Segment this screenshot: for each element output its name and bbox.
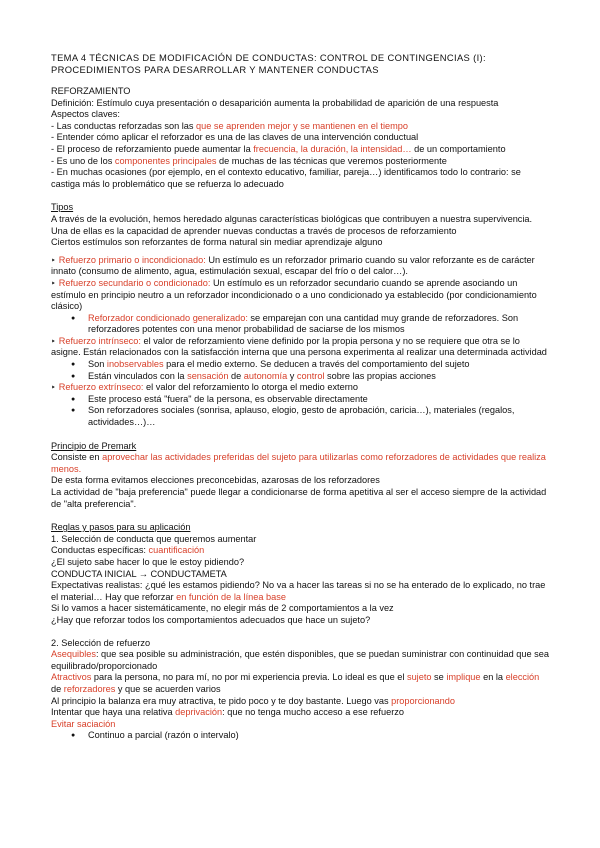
type-item-extrinsic: [51, 382, 551, 394]
highlight: frecuencia, la duración, la intensidad…: [253, 143, 412, 154]
section-heading: Tipos: [51, 202, 74, 213]
text: - El proceso de reforzamiento puede aumentar la: [51, 143, 254, 154]
definition: [51, 98, 551, 110]
highlight: deprivación: [175, 707, 223, 718]
text: de: [228, 370, 244, 381]
aspects-heading: Aspectos claves:: [51, 109, 120, 120]
text: Son: [88, 359, 107, 370]
highlight: en función de la línea base: [176, 591, 286, 602]
paragraph: CONDUCTA INICIAL → CONDUCTAMETA: [51, 568, 227, 579]
paragraph: ¿El sujeto sabe hacer lo que le estoy pidiendo?: [51, 556, 245, 567]
highlight: que se aprenden mejor y se mantienen en el tiempo: [196, 120, 409, 131]
text: el valor del reforzamiento lo otorga el medio externo: [143, 382, 358, 393]
paragraph: Si lo vamos a hacer sistemáticamente, no elegir más de 2 comportamientos a la vez: [51, 603, 394, 614]
paragraph: Evitar saciación: [51, 718, 116, 729]
type-item-intrinsic: [51, 336, 551, 359]
highlight: aprovechar las actividades preferidas del sujeto para utilizarlas como reforzadores de actividades que realiza menos.: [51, 452, 546, 474]
text: Al principio la balanza era muy atractiva, te pido poco y te doy bastante. Luego vas: [51, 695, 392, 706]
highlight: componentes principales: [114, 155, 217, 166]
text: de muchas de las técnicas que veremos posteriormente: [216, 155, 447, 166]
highlight: sujeto: [406, 672, 432, 683]
paragraph: La actividad de "baja preferencia" puede llegar a condicionarse de forma apetitiva al ser el acceso siempre de la actividad de "alta preferencia".: [51, 487, 547, 509]
text: se emparejan con una cantidad muy grande de reforzadores. Son reforzadores potentes con una menor probabilidad de saciarse de los mismos: [88, 312, 519, 335]
highlight: autonomía: [243, 370, 288, 381]
paragraph: [51, 580, 551, 603]
highlight: Reforzador condicionado generalizado:: [88, 312, 248, 323]
text: de un comportamiento: [411, 143, 506, 154]
text: en la: [480, 672, 506, 683]
aspect-2: - Entender cómo aplicar el reforzador es una de las claves de una intervención conductual: [51, 132, 419, 143]
section-reforzamiento: [51, 86, 551, 190]
highlight: Refuerzo intrínseco:: [58, 335, 141, 346]
section-tipos: [51, 202, 551, 428]
aspect-4: [51, 156, 551, 168]
text: - Es uno de los: [51, 155, 115, 166]
section-heading: Reglas y pasos para su aplicación: [51, 522, 191, 533]
paragraph: ¿Hay que reforzar todos los comportamientos adecuados que hace un sujeto?: [51, 614, 371, 625]
definition-text: Estímulo cuya presentación o desaparición aumenta la probabilidad de aparición de una respuesta: [93, 97, 499, 108]
highlight: Asequibles: [51, 649, 96, 660]
aspect-5: - En muchas ocasiones (por ejemplo, en el contexto educativo, familiar, pareja…) identificamos todo lo contrario: se castiga más lo problemático que se refuerza lo adecuado: [51, 167, 521, 189]
step-title: 1. Selección de conducta que queremos aumentar: [51, 533, 257, 544]
text: el valor de reforzamiento viene definido por la propia persona y no se requiere que otra se lo asigne. Están relacionados con la satisfacción interna que una persona experimenta al realizar una determinada actividad: [51, 335, 547, 358]
text: Conductas específicas:: [51, 545, 149, 556]
highlight: inobservables: [106, 359, 164, 370]
highlight: Atractivos: [51, 672, 92, 683]
text: : que sea posible su administración, que estén disponibles, que se puedan suministrar con continuidad que sea equilibrado/proporcionado: [51, 649, 549, 671]
highlight: sensación: [187, 370, 229, 381]
highlight: implique: [446, 672, 481, 683]
paragraph: [51, 452, 551, 475]
text: y: [287, 370, 297, 381]
highlight: control: [296, 370, 325, 381]
section-premark: [51, 441, 551, 511]
document-title: TEMA 4 TÉCNICAS DE MODIFICACIÓN DE CONDUCTAS: CONTROL DE CONTINGENCIAS (I): PROCEDIMIENTOS PARA DESARROLLAR Y MANTENER CONDUCTAS: [51, 52, 486, 75]
highlight: reforzadores: [63, 683, 116, 694]
paragraph: [51, 696, 551, 708]
paragraph: De esta forma evitamos elecciones preconcebidas, azarosas de los reforzadores: [51, 475, 380, 486]
bullet-item: [51, 313, 551, 336]
text: y que se acuerden varios: [115, 683, 221, 694]
text: para el medio externo. Se deducen a través del comportamiento del sujeto: [163, 359, 470, 370]
paragraph: [51, 707, 551, 719]
paragraph: [51, 545, 551, 557]
text: sobre las propias acciones: [324, 370, 436, 381]
highlight: cuantificación: [148, 545, 205, 556]
text: - Las conductas reforzadas son las: [51, 120, 197, 131]
text: Consiste en: [51, 452, 103, 463]
definition-label: Definición:: [51, 97, 94, 108]
highlight: elección: [505, 672, 540, 683]
bullet-item: ● Son reforzadores sociales (sonrisa, aplauso, elogio, gesto de aprobación, caricia…), materiales (regalos, actividades…)…: [51, 405, 551, 428]
text: Expectativas realistas: ¿qué les estamos pidiendo? No va a hacer las tareas si no se ha enterado de lo explicado, no trae el material… Hay que reforzar: [51, 580, 546, 602]
bullet-item: ● Este proceso está "fuera" de la persona, es observable directamente: [51, 394, 551, 406]
paragraph: [51, 649, 551, 672]
text: de: [51, 683, 64, 694]
section-heading: Principio de Premark: [51, 440, 137, 451]
text: Un estímulo es un reforzador secundario cuando se aprende asociando un estímulo en principio neutro a un reforzador incondicionado o a uno condicionado ya establecido (por condicionamiento clásico): [51, 277, 537, 312]
type-item-primary: [51, 255, 551, 278]
step-title: 2. Selección de refuerzo: [51, 637, 151, 648]
bullet-item: [51, 359, 551, 371]
paragraph: Ciertos estímulos son reforzantes de forma natural sin mediar aprendizaje alguno: [51, 237, 383, 248]
text: Un estímulo es un reforzador primario cuando su valor reforzante es de carácter innato (consumo de alimento, agua, estimulación sexual, escapar del frío o del calor…).: [51, 254, 535, 277]
type-item-secondary: [51, 278, 551, 313]
highlight: Refuerzo secundario o condicionado:: [58, 277, 211, 288]
text: se: [431, 672, 447, 683]
text: Intentar que haya una relativa: [51, 707, 176, 718]
text: : que no tenga mucho acceso a ese refuerzo: [222, 707, 404, 718]
section-reglas: [51, 522, 551, 742]
text: para la persona, no para mí, no por mi experiencia previa. Lo ideal es que el: [91, 672, 407, 683]
highlight: Refuerzo extrínseco:: [58, 382, 144, 393]
aspect-1: [51, 121, 551, 133]
aspect-3: [51, 144, 551, 156]
highlight: proporcionando: [391, 695, 455, 706]
paragraph: A través de la evolución, hemos heredado algunas características biológicas que contribuyen a nuestra supervivencia. Una de ellas es la capacidad de aprender nuevas conductas a través de procesos de reforzamiento: [51, 213, 533, 236]
bullet-item: ● Continuo a parcial (razón o intervalo): [51, 730, 551, 742]
section-heading: REFORZAMIENTO: [51, 86, 131, 96]
bullet-item: [51, 371, 551, 383]
paragraph: [51, 672, 551, 695]
text: Están vinculados con la: [88, 370, 188, 381]
highlight: Refuerzo primario o incondicionado:: [58, 254, 206, 265]
document-page: [51, 52, 551, 742]
